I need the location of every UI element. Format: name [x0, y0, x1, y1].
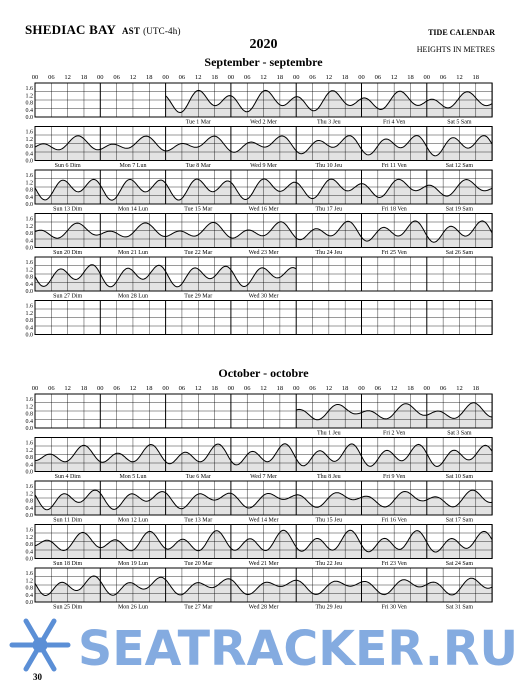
height-label: 0.4 [25, 107, 33, 114]
height-label: 1.2 [25, 491, 33, 498]
hour-label: 18 [146, 74, 153, 81]
day-label: Tue 6 Mar [185, 474, 211, 480]
day-label: Mon 5 Lun [119, 474, 147, 480]
height-label: 0.0 [25, 600, 33, 606]
height-label: 1.6 [25, 397, 33, 403]
day-label: Sat 12 Sam [445, 163, 474, 169]
height-label: 0.8 [25, 274, 33, 281]
height-label: 1.6 [25, 303, 33, 310]
hour-label: 06 [439, 385, 447, 392]
day-label: Thu 15 Jeu [315, 517, 343, 524]
hour-label: 18 [211, 385, 218, 392]
day-label: Thu 29 Jeu [315, 604, 343, 611]
day-label: Tue 1 Mar [185, 119, 211, 126]
day-label: Thu 3 Jeu [317, 119, 341, 126]
day-label: Fri 18 Ven [381, 206, 407, 213]
hour-label: 12 [260, 385, 267, 392]
day-label: Thu 17 Jeu [315, 206, 343, 213]
day-label: Sat 17 Sam [445, 517, 474, 524]
day-label: Thu 8 Jeu [317, 474, 341, 480]
hour-label: 12 [195, 385, 202, 392]
hour-label: 00 [423, 74, 431, 81]
hour-label: 00 [358, 74, 365, 81]
hour-label: 06 [113, 385, 120, 392]
hour-label: 12 [64, 385, 71, 392]
hour-label: 18 [472, 74, 480, 81]
height-label: 0.4 [25, 194, 33, 201]
hour-label: 06 [439, 74, 447, 81]
hour-label: 06 [243, 385, 251, 392]
day-label: Thu 1 Jeu [317, 430, 341, 437]
day-label: Wed 23 Mer [248, 250, 279, 256]
height-label: 1.2 [25, 534, 33, 541]
station-name: SHEDIAC BAY [25, 22, 116, 37]
height-label: 0.0 [25, 289, 33, 295]
utc-offset: (UTC-4h) [143, 26, 181, 36]
watermark [0, 604, 527, 690]
hour-label: 18 [472, 385, 480, 392]
height-label: 1.2 [25, 136, 33, 143]
month-title-september: September - septembre [204, 55, 323, 69]
hour-label: 00 [358, 385, 365, 392]
height-label: 0.8 [25, 187, 33, 194]
hour-label: 12 [129, 74, 137, 81]
hour-label: 12 [195, 74, 202, 81]
day-label: Thu 24 Jeu [315, 250, 343, 256]
hour-label: 18 [146, 385, 153, 392]
day-label: Sat 10 Sam [445, 474, 474, 480]
hour-label: 18 [407, 74, 414, 81]
day-label: Fri 4 Ven [383, 119, 406, 126]
hour-label: 06 [309, 385, 316, 392]
day-label: Sun 20 Dim [53, 250, 83, 256]
hour-label: 06 [243, 74, 251, 81]
hour-label: 00 [162, 74, 169, 81]
hour-label: 12 [456, 385, 463, 392]
height-label: 0.4 [25, 418, 33, 425]
hour-label: 00 [162, 385, 169, 392]
watermark-text: SEATRACKER.RU [78, 621, 518, 677]
day-label: Sun 4 Dim [54, 474, 81, 480]
day-label: Mon 7 Lun [119, 163, 147, 169]
day-label: Tue 22 Mar [184, 250, 213, 256]
height-label: 0.0 [25, 513, 33, 519]
hour-label: 18 [80, 385, 88, 392]
day-label: Mon 12 Lun [117, 517, 148, 524]
day-label: Fri 30 Ven [381, 604, 407, 611]
day-label: Mon 19 Lun [117, 561, 148, 567]
height-label: 0.0 [25, 426, 33, 432]
height-label: 0.0 [25, 556, 33, 563]
hour-label: 00 [227, 74, 235, 81]
hour-label: 18 [341, 385, 349, 392]
height-label: 1.2 [25, 310, 33, 317]
height-label: 0.8 [25, 455, 33, 461]
height-label: 1.2 [25, 404, 33, 411]
hour-label: 06 [48, 74, 55, 81]
hour-label: 06 [374, 74, 382, 81]
height-label: 1.6 [25, 484, 33, 490]
snowflake-icon [12, 621, 68, 669]
height-label: 1.6 [25, 440, 33, 447]
page-number: 30 [33, 672, 42, 682]
height-label: 0.0 [25, 469, 33, 476]
height-label: 1.6 [25, 129, 33, 136]
day-label: Sun 6 Dim [54, 163, 81, 169]
day-label: Sat 3 Sam [447, 430, 472, 437]
day-label: Sun 25 Dim [53, 604, 83, 611]
height-label: 0.8 [25, 411, 33, 418]
year-title: 2020 [249, 37, 278, 52]
height-label: 0.0 [25, 202, 33, 208]
hour-label: 18 [276, 385, 284, 392]
hour-label: 06 [178, 385, 186, 392]
day-label: Sun 11 Dim [53, 517, 83, 524]
hour-label: 06 [374, 385, 382, 392]
height-label: 1.2 [25, 180, 33, 187]
day-label: Sat 24 Sam [445, 561, 474, 567]
height-label: 0.0 [25, 115, 33, 121]
height-label: 0.4 [25, 505, 33, 512]
day-label: Tue 29 Mar [184, 293, 213, 300]
hour-label: 06 [113, 74, 120, 81]
units-label: HEIGHTS IN METRES [416, 45, 495, 54]
hour-label: 06 [48, 385, 55, 392]
height-label: 1.2 [25, 267, 33, 274]
day-label: Fri 11 Ven [381, 163, 407, 169]
day-label: Wed 28 Mer [248, 604, 279, 611]
day-label: Fri 25 Ven [381, 250, 407, 256]
day-label: Tue 27 Mar [184, 604, 213, 611]
hour-label: 18 [407, 385, 414, 392]
day-label: Thu 22 Jeu [315, 561, 343, 567]
height-label: 1.2 [25, 578, 33, 585]
height-label: 0.4 [25, 462, 33, 469]
month-title-october: October - octobre [218, 366, 309, 380]
hour-label: 18 [341, 74, 349, 81]
day-label: Mon 28 Lun [117, 293, 148, 300]
timezone: AST [121, 26, 141, 36]
hour-label: 12 [260, 74, 267, 81]
day-label: Wed 16 Mer [248, 206, 279, 213]
height-label: 1.2 [25, 447, 33, 454]
height-label: 0.8 [25, 498, 33, 505]
day-label: Sun 18 Dim [53, 561, 83, 567]
hour-label: 12 [325, 385, 333, 392]
hour-label: 00 [31, 74, 39, 81]
day-label: Tue 20 Mar [184, 561, 213, 567]
day-label: Thu 10 Jeu [315, 163, 343, 169]
calendar-title: TIDE CALENDAR [428, 28, 495, 37]
height-label: 0.8 [25, 542, 33, 548]
height-label: 1.6 [25, 86, 33, 92]
day-label: Fri 2 Ven [383, 430, 406, 437]
height-label: 0.4 [25, 592, 33, 599]
height-label: 0.8 [25, 144, 33, 150]
day-label: Sat 19 Sam [445, 206, 474, 213]
height-label: 0.0 [25, 158, 33, 165]
hour-label: 00 [97, 74, 104, 81]
height-label: 0.8 [25, 231, 33, 237]
height-label: 0.8 [25, 585, 33, 592]
height-label: 1.6 [25, 571, 33, 577]
day-label: Wed 21 Mer [248, 561, 279, 567]
height-label: 0.0 [25, 332, 33, 339]
hour-label: 12 [456, 74, 463, 81]
hour-label: 00 [97, 385, 104, 392]
day-label: Mon 14 Lun [117, 206, 148, 213]
height-label: 1.6 [25, 527, 33, 534]
hour-label: 18 [211, 74, 218, 81]
hour-label: 12 [325, 74, 333, 81]
hour-label: 00 [292, 385, 300, 392]
height-label: 0.4 [25, 549, 33, 556]
day-label: Tue 8 Mar [185, 163, 211, 169]
hour-label: 18 [276, 74, 284, 81]
height-label: 0.4 [25, 238, 33, 245]
height-label: 1.2 [25, 93, 33, 100]
day-label: Fri 23 Ven [381, 561, 407, 567]
hour-label: 12 [390, 74, 398, 81]
day-label: Sat 31 Sam [445, 604, 474, 611]
day-label: Sun 27 Dim [53, 293, 83, 300]
day-label: Sat 26 Sam [445, 250, 474, 256]
day-label: Tue 13 Mar [184, 517, 213, 524]
day-label: Sun 13 Dim [53, 206, 83, 213]
hour-label: 00 [423, 385, 431, 392]
day-label: Fri 9 Ven [383, 474, 406, 480]
hour-label: 00 [227, 385, 235, 392]
height-label: 0.8 [25, 318, 33, 324]
height-label: 1.6 [25, 173, 33, 179]
height-label: 0.0 [25, 245, 33, 252]
height-label: 1.6 [25, 216, 33, 223]
day-label: Wed 2 Mer [250, 119, 277, 126]
day-label: Wed 14 Mer [248, 517, 279, 524]
day-label: Fri 16 Ven [381, 517, 407, 524]
day-label: Wed 7 Mer [250, 474, 277, 480]
day-label: Wed 9 Mer [250, 163, 277, 169]
hour-label: 12 [390, 385, 398, 392]
hour-label: 00 [31, 385, 39, 392]
day-label: Sat 5 Sam [447, 119, 472, 126]
hour-label: 06 [178, 74, 186, 81]
hour-label: 00 [292, 74, 300, 81]
height-label: 0.4 [25, 281, 33, 288]
hour-label: 18 [80, 74, 88, 81]
day-label: Tue 15 Mar [184, 206, 213, 213]
day-label: Wed 30 Mer [248, 293, 279, 300]
height-label: 0.4 [25, 151, 33, 158]
height-label: 1.6 [25, 260, 33, 266]
height-label: 0.4 [25, 325, 33, 332]
height-label: 1.2 [25, 223, 33, 230]
day-label: Mon 26 Lun [117, 604, 148, 611]
hour-label: 12 [129, 385, 137, 392]
height-label: 0.8 [25, 100, 33, 107]
hour-label: 12 [64, 74, 71, 81]
hour-label: 06 [309, 74, 316, 81]
day-label: Mon 21 Lun [117, 250, 148, 256]
